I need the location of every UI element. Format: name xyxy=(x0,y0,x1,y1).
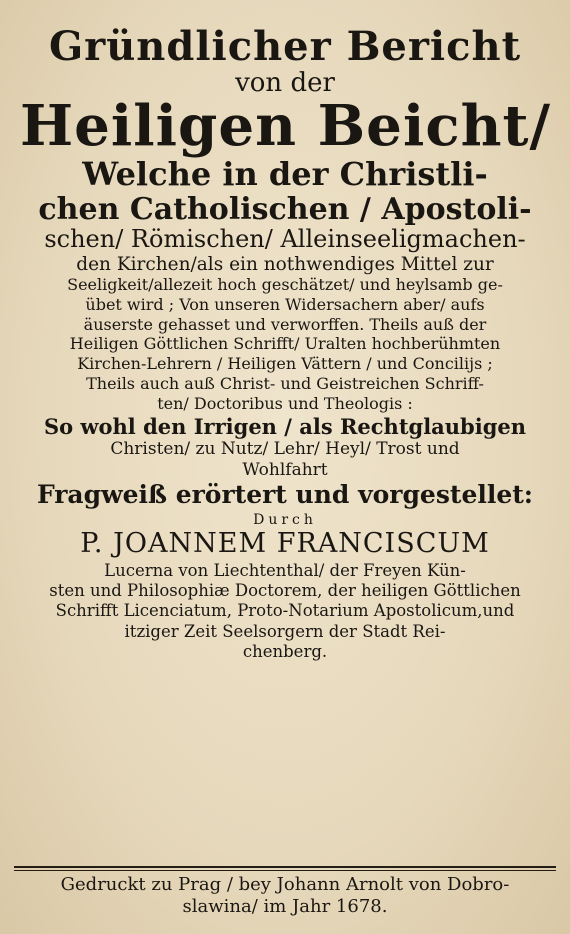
imprint-line-2: slawina/ im Jahr 1678. xyxy=(182,895,388,917)
title-line-1: Gründlicher Bericht xyxy=(48,23,522,70)
body-line-19: Durch xyxy=(253,511,317,528)
body-line-18: Fragweiß erörtert und vorgestellet: xyxy=(36,480,534,510)
body-line-7: den Kirchen/als ein nothwendiges Mittel zur xyxy=(76,253,494,275)
author-line-23: Schrifft Licenciatum, Proto-Notarium Apostolicum,und xyxy=(55,601,515,621)
divider-rule xyxy=(14,866,556,868)
author-line-21: Lucerna von Liechtenthal/ der Freyen Kün- xyxy=(104,560,466,580)
imprint-line-1: Gedruckt zu Prag / bey Johann Arnolt von Dobro- xyxy=(60,874,510,895)
title-line-5: chen Catholischen / Apostoli- xyxy=(38,191,532,227)
body-line-17: Wohlfahrt xyxy=(242,459,328,480)
title-line-4: Welche in der Christli- xyxy=(82,155,488,194)
body-line-12: Kirchen-Lehrern / Heiligen Vättern / und Concilijs ; xyxy=(77,354,493,374)
body-line-15: So wohl den Irrigen / als Rechtglaubigen xyxy=(43,413,527,439)
title-line-6: schen/ Römischen/ Alleinseeligmachen- xyxy=(44,225,526,254)
body-line-13: Theils auch auß Christ- und Geistreichen Schriff- xyxy=(86,374,484,394)
title-line-2: von der xyxy=(235,68,335,98)
imprint xyxy=(0,874,570,917)
author-line-22: sten und Philosophiæ Doctorem, der heiligen Göttlichen xyxy=(49,580,521,600)
author-name: P. JOANNEM FRANCISCUM xyxy=(80,528,490,560)
body-line-10: äuserste gehasset und verworffen. Theils auß der xyxy=(83,314,487,334)
title-line-3: Heiligen Beicht/ xyxy=(20,93,552,160)
author-line-24: itziger Zeit Seelsorgern der Stadt Rei- xyxy=(124,621,446,641)
body-line-8: Seeligkeit/allezeit hoch geschätzet/ und heylsamb ge- xyxy=(67,275,503,295)
author-line-25: chenberg. xyxy=(242,641,328,661)
body-line-14: ten/ Doctoribus und Theologis : xyxy=(157,393,413,413)
divider-rule-thin xyxy=(14,870,556,871)
body-line-11: Heiligen Göttlichen Schrifft/ Uralten hochberühmten xyxy=(69,334,501,354)
body-line-16: Christen/ zu Nutz/ Lehr/ Heyl/ Trost und xyxy=(110,438,460,459)
body-line-9: übet wird ; Von unseren Widersachern aber/ aufs xyxy=(85,294,485,314)
